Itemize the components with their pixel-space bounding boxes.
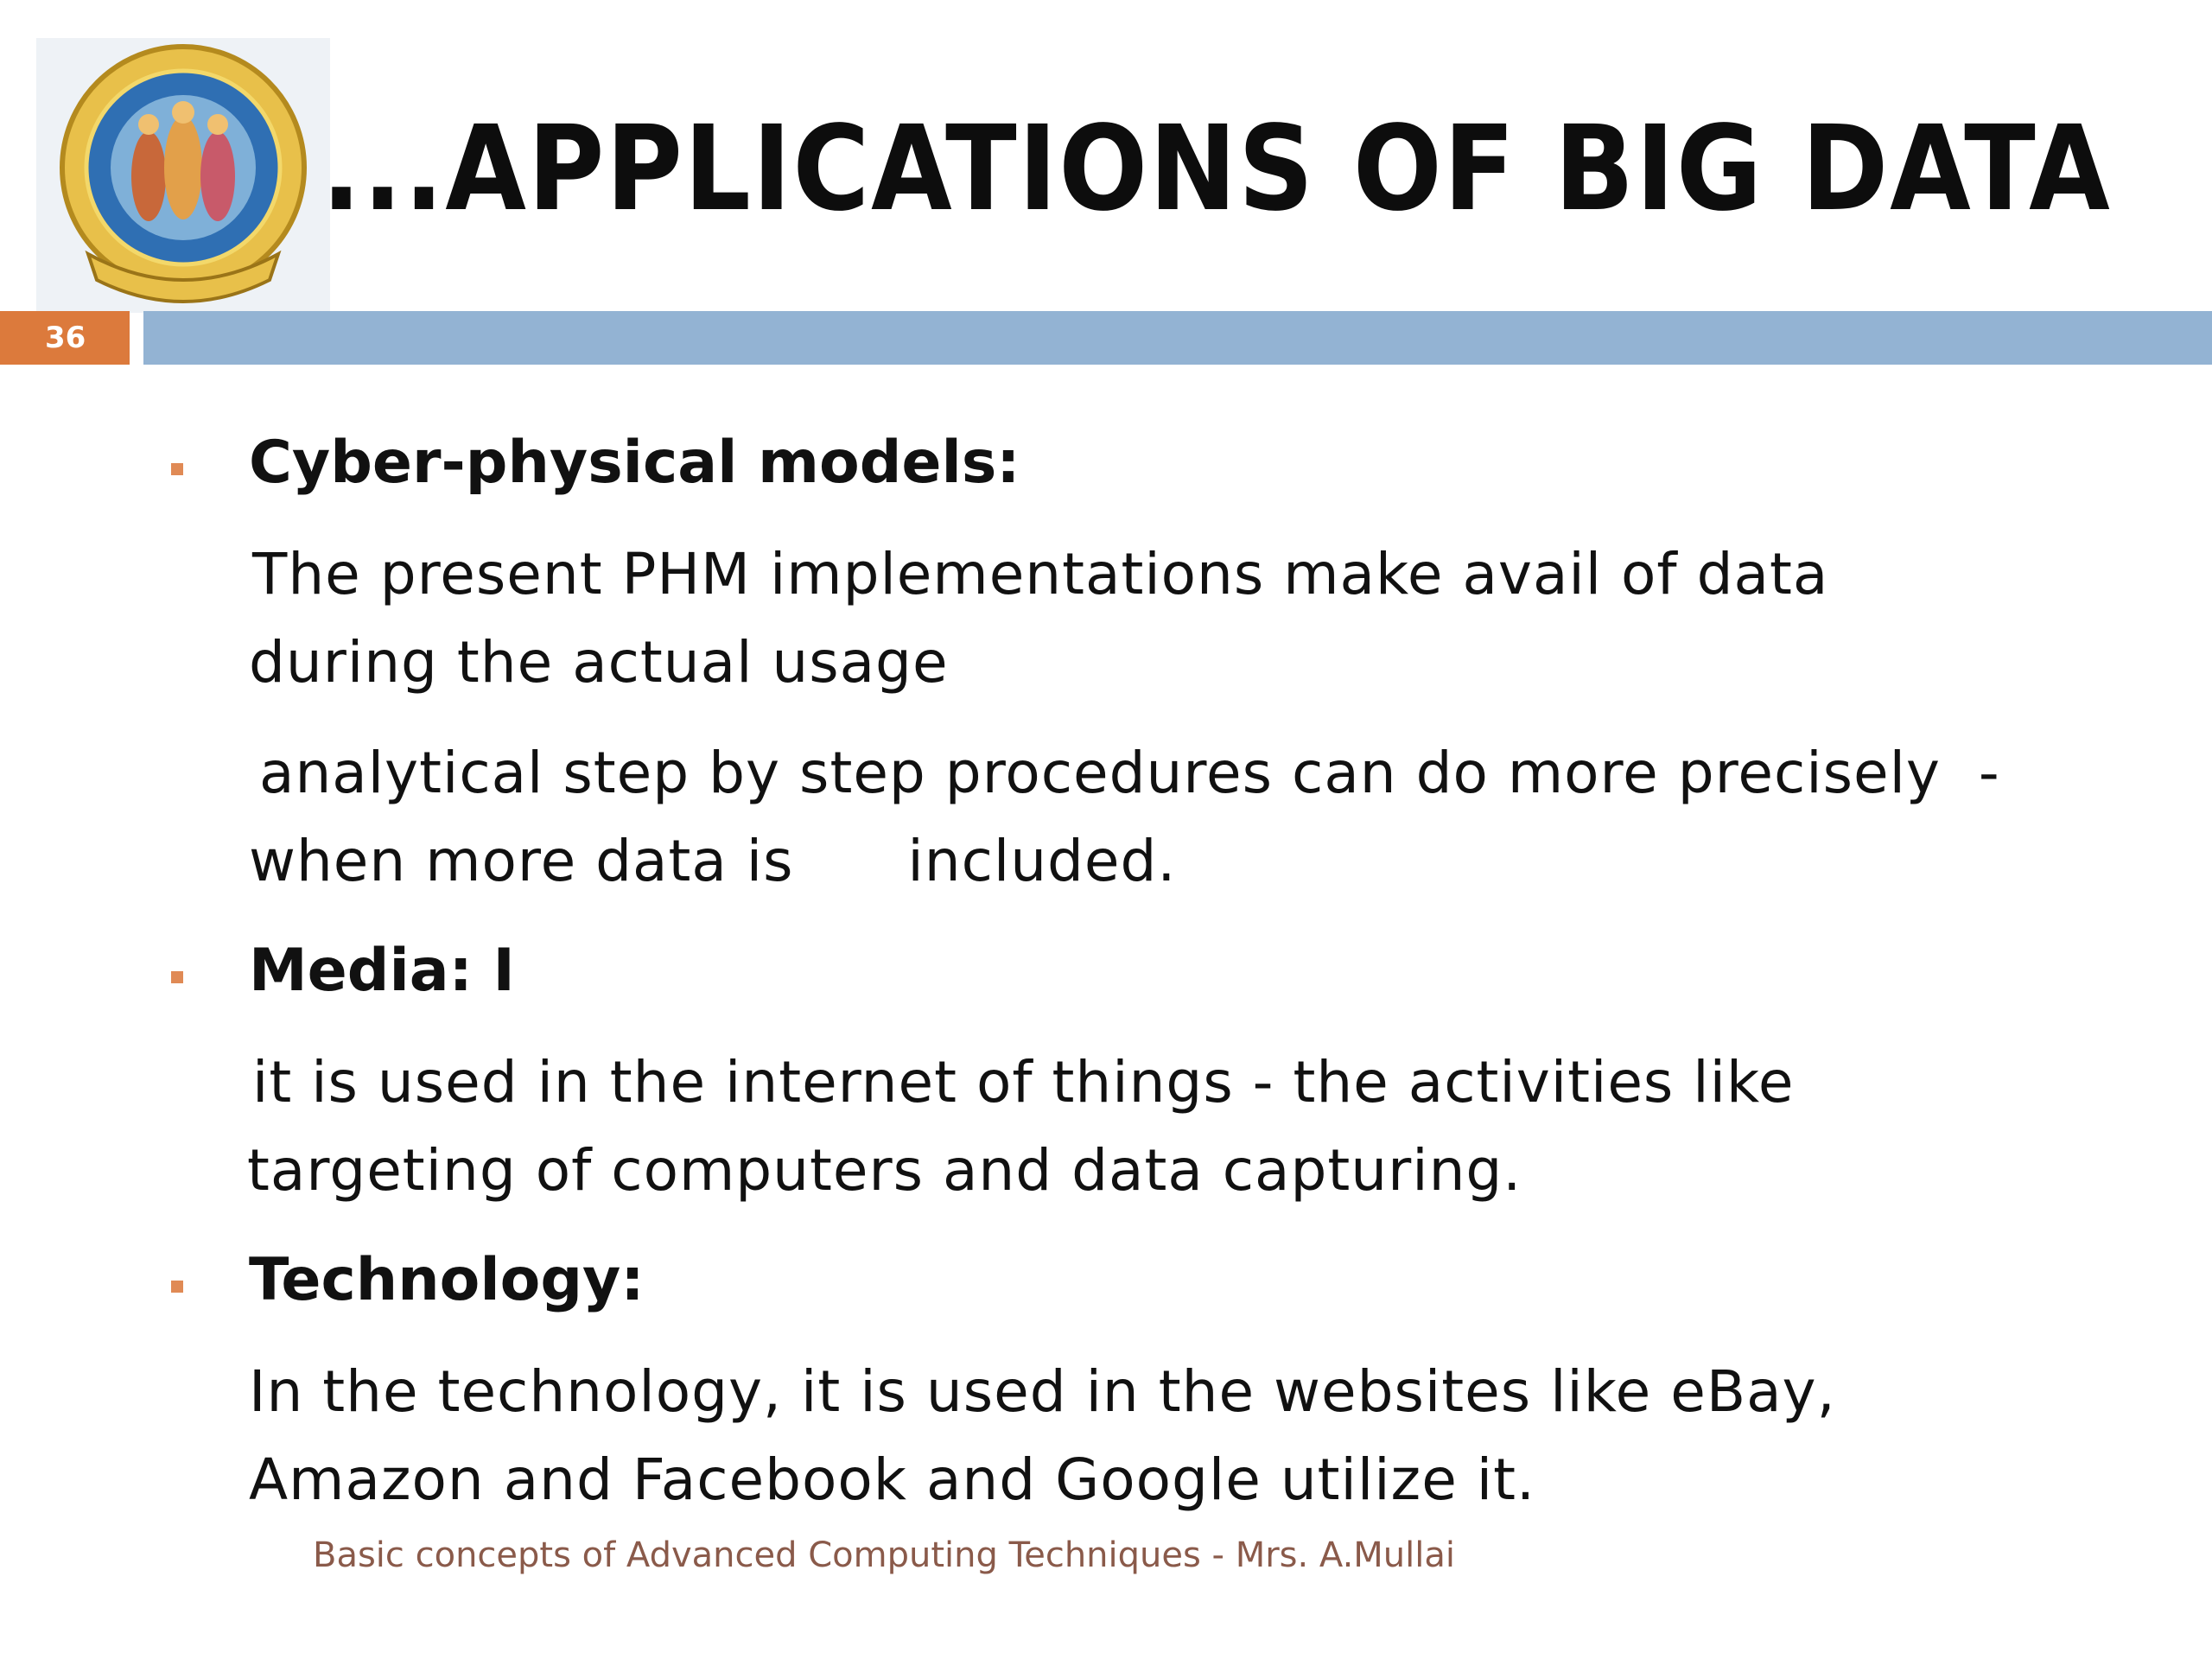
section-text-line: targeting of computers and data capturing.: [247, 1137, 1522, 1204]
title-divider-bar: [143, 311, 2212, 365]
section-text-line: during the actual usage: [249, 629, 949, 696]
slide-title: ...APPLICATIONS OF BIG DATA: [321, 101, 2112, 238]
slide-number-badge: 36: [0, 311, 130, 365]
bullet-marker: [171, 463, 183, 475]
section-text-line: In the technology, it is used in the websites like eBay,: [249, 1358, 1836, 1425]
section-text-line: Amazon and Facebook and Google utilize it.: [249, 1446, 1535, 1513]
section-heading-media: Media: I: [249, 937, 515, 1005]
bullet-marker: [171, 971, 183, 983]
section-heading-technology: Technology:: [249, 1246, 645, 1314]
section-heading-cyber-physical: Cyber-physical models:: [249, 429, 1020, 497]
section-text-line: when more data is included.: [249, 828, 1177, 894]
college-logo: [36, 38, 330, 313]
bullet-marker: [171, 1281, 183, 1293]
section-text-line: it is used in the internet of things - the activities like: [252, 1049, 1795, 1116]
section-text-line: analytical step by step procedures can do more precisely -: [259, 740, 2000, 806]
slide-footer: Basic concepts of Advanced Computing Techniques - Mrs. A.Mullai: [313, 1535, 1456, 1575]
section-text-line: The present PHM implementations make avail of data: [252, 541, 1829, 607]
